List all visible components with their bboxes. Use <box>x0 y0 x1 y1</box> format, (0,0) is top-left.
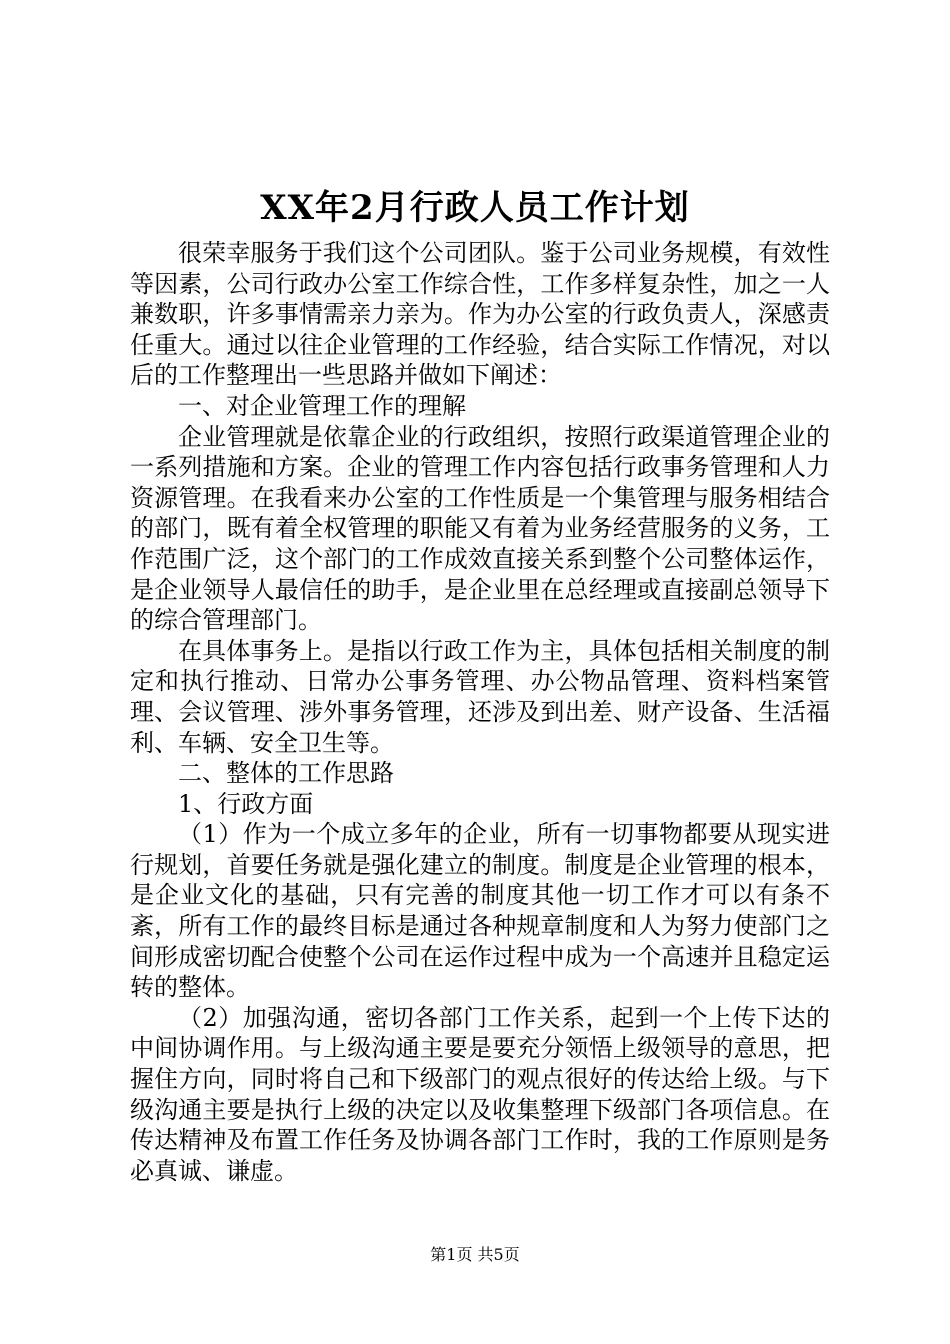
section-heading-understanding: 一、对企业管理工作的理解 <box>178 391 466 420</box>
intro-paragraph: 很荣幸服务于我们这个公司团队。鉴于公司业务规模，有效性等因素，公司行政办公室工作综合性，工作多样复杂性，加之一人兼数职，许多事情需亲力亲为。作为办公室的行政负责人，深感责任重大。通过以往企业管理的工作经验，结合实际工作情况，对以后的工作整理出一些思路并做如下阐述： <box>130 239 830 390</box>
document-title: XX年2月行政人员工作计划 <box>260 188 690 228</box>
management-definition-paragraph: 企业管理就是依靠企业的行政组织，按照行政渠道管理企业的一系列措施和方案。企业的管理工作内容包括行政事务管理和人力资源管理。在我看来办公室的工作性质是一个集管理与服务相结合的部门，既有着全权管理的职能又有着为业务经营服务的义务，工作范围广泛，这个部门的工作成效直接关系到整个公司整体运作，是企业领导人最信任的助手，是企业里在总经理或直接副总领导下的综合管理部门。 <box>130 422 830 635</box>
subsection-heading-administration: 1、行政方面 <box>178 789 314 818</box>
item-1-paragraph: （1）作为一个成立多年的企业，所有一切事物都要从现实进行规划，首要任务就是强化建立的制度。制度是企业管理的根本，是企业文化的基础，只有完善的制度其他一切工作才可以有条不紊，所有工作的最终目标是通过各种规章制度和人为努力使部门之间形成密切配合使整个公司在运作过程中成为一个高速并且稳定运转的整体。 <box>130 820 830 1002</box>
specific-affairs-paragraph: 在具体事务上。是指以行政工作为主，具体包括相关制度的制定和执行推动、日常办公事务管理、办公物品管理、资料档案管理、会议管理、涉外事务管理，还涉及到出差、财产设备、生活福利、车辆、安全卫生等。 <box>130 636 830 757</box>
document-body <box>130 238 830 1186</box>
page-footer: 第1页 共5页 <box>430 1245 520 1264</box>
item-2-paragraph: （2）加强沟通，密切各部门工作关系，起到一个上传下达的中间协调作用。与上级沟通主要是要充分领悟上级领导的意思，把握住方向，同时将自己和下级部门的观点很好的传达给上级。与下级沟通主要是执行上级的决定以及收集整理下级部门各项信息。在传达精神及布置工作任务及协调各部门工作时，我的工作原则是务必真诚、谦虚。 <box>130 1003 830 1185</box>
section-heading-overall-ideas: 二、整体的工作思路 <box>178 759 394 788</box>
